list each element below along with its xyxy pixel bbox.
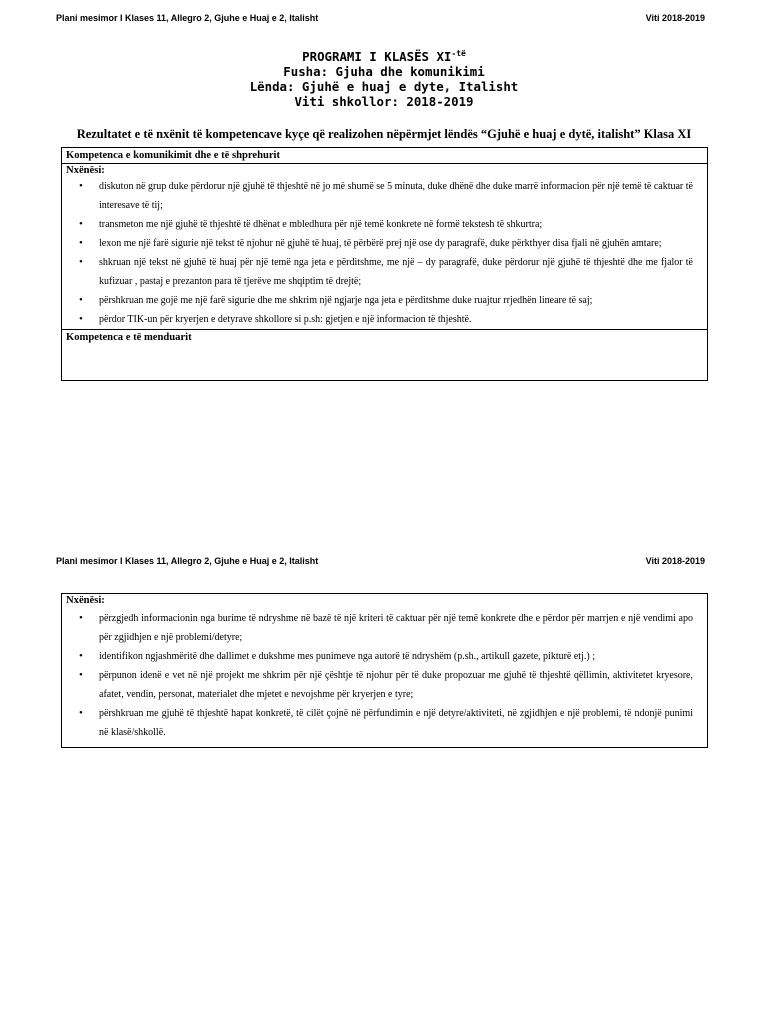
title-block — [0, 49, 768, 109]
competence-table-page-2 — [61, 593, 708, 748]
outcome-item: • shkruan një tekst në gjuhë të huaj për një temë nga jeta e përditshme, me një – dy paragrafë, duke përdorur një gjuhë të thjeshtë dhe me fjalor të kufizuar , pastaj e prezanton para të tjerëve me shqiptim të drejtë; — [99, 253, 693, 291]
header-school-year: Viti 2018-2019 — [645, 556, 705, 566]
title-class-suffix: -të — [451, 49, 466, 58]
page-header-2 — [56, 556, 705, 566]
title-class: PROGRAMI I KLASËS XI — [302, 49, 452, 64]
title-line-1 — [0, 49, 768, 64]
outcome-item: • përzgjedh informacionin nga burime të ndryshme në bazë të një kriteri të caktuar për një temë konkrete dhe e përdor për marrjen e një vendimi apo për zgjidhjen e një problemi/detyre; — [99, 609, 693, 647]
competence-title-communication: Kompetenca e komunikimit dhe e të shprehurit — [66, 150, 281, 161]
outcome-list-thinking — [62, 609, 707, 742]
title-line-3: Lënda: Gjuhë e huaj e dyte, Italisht — [249, 79, 519, 94]
header-course-info: Plani mesimor I Klases 11, Allegro 2, Gjuhe e Huaj e 2, Italisht — [56, 13, 319, 23]
outcome-item: • përshkruan me gjuhë të thjeshtë hapat konkretë, të cilët çojnë në përfundimin e një detyre/aktiviteti, në zgjidhjen e një problemi, të ndonjë punimi në klasë/shkollë. — [99, 704, 693, 742]
outcome-item: • transmeton me një gjuhë të thjeshtë të dhënat e mbledhura për një temë konkrete në formë tekstesh të shkurtra; — [99, 215, 693, 234]
outcome-item: • identifikon ngjashmëritë dhe dallimet e dukshme mes punimeve nga autorë të ndryshëm (p.sh., artikull gazete, pikturë etj.) ; — [99, 647, 693, 666]
competence-table-page-1 — [61, 147, 708, 381]
outcome-item: • diskuton në grup duke përdorur një gjuhë të thjeshtë në jo më shumë se 5 minuta, duke dhënë dhe duke marrë informacion për një temë të caktuar të interesave të tij; — [99, 177, 693, 215]
title-line-4: Viti shkollor: 2018-2019 — [294, 94, 474, 109]
learner-label: Nxënësi: — [66, 595, 105, 606]
outcome-item: • lexon me një farë sigurie një tekst të njohur në gjuhë të huaj, të përbërë prej një ose dy paragrafë, duke përkthyer disa fjali në gjuhën amtare; — [99, 234, 693, 253]
outcome-item: • përshkruan me gojë me një farë sigurie dhe me shkrim një ngjarje nga jeta e përditshme duke ruajtur rrjedhën lineare të saj; — [99, 291, 693, 310]
competence-title-thinking: Kompetenca e të menduarit — [66, 332, 192, 343]
learner-label: Nxënësi: — [66, 165, 105, 176]
outcome-item: • përpunon idenë e vet në një projekt me shkrim për një çështje të njohur për të duke propozuar me gjuhë të thjeshtë qëllimin, aktivitetet kryesore, afatet, vendin, personat, materialet dhe mjetet e nevojshme për kryerjen e tyre; — [99, 666, 693, 704]
page-header — [56, 13, 705, 23]
outcome-list-communication — [62, 177, 707, 329]
section-heading: Rezultatet e të nxënit të kompetencave kyçe që realizohen nëpërmjet lëndës “Gjuhë e huaj e dytë, italisht” Klasa XI — [76, 127, 692, 141]
header-course-info: Plani mesimor I Klases 11, Allegro 2, Gjuhe e Huaj e 2, Italisht — [56, 556, 319, 566]
header-school-year: Viti 2018-2019 — [645, 13, 705, 23]
title-line-2: Fusha: Gjuha dhe komunikimi — [283, 64, 485, 79]
outcome-item: • përdor TIK-un për kryerjen e detyrave shkollore si p.sh: gjetjen e një informacion të thjeshtë. — [99, 310, 693, 329]
